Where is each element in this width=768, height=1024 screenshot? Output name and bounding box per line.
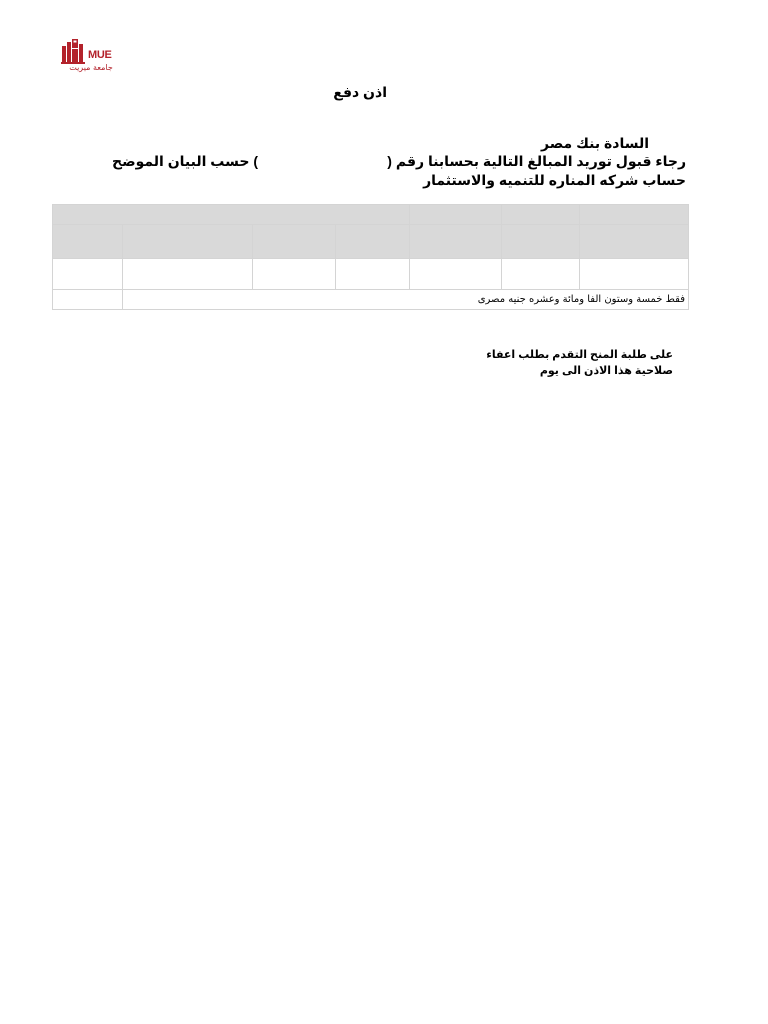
account-line: حساب شركه المناره للتنميه والاستثمار: [423, 172, 686, 188]
logo-text: MUE: [88, 49, 112, 61]
table-header-cell: [53, 225, 123, 259]
table-header-cell: [502, 225, 580, 259]
request-line-end: ) حسب البيان الموضح: [111, 153, 258, 169]
table-header-cell: [53, 205, 410, 225]
table-cell: [53, 290, 123, 310]
university-logo: [60, 38, 118, 74]
table-header-cell: [580, 205, 689, 225]
table-cell: [336, 259, 410, 290]
request-line: رجاء قبول توريد المبالغ التالية بحسابنا رقم (: [387, 153, 686, 169]
table-header-row: [53, 205, 689, 225]
amount-row: [53, 290, 689, 310]
table-cell: [123, 259, 253, 290]
table-header-cell: [253, 225, 336, 259]
recipient-line: السادة بنك مصر: [541, 135, 649, 151]
note-exemption: على طلبة المنح التقدم بطلب اعفاء: [486, 349, 673, 361]
table-header-cell: [123, 225, 253, 259]
table-cell: [502, 259, 580, 290]
document-title: اذن دفع: [333, 84, 387, 100]
table-cell: [53, 259, 123, 290]
table-row: [53, 259, 689, 290]
table-cell: [253, 259, 336, 290]
table-header-cell: [580, 225, 689, 259]
logo-building-icon: [60, 38, 90, 66]
table-header-cell: [410, 205, 502, 225]
amount-in-words: فقط خمسة وستون الفا ومائة وعشره جنيه مصرى: [123, 290, 689, 310]
table-header-cell: [410, 225, 502, 259]
table-cell: [410, 259, 502, 290]
table-header-cell: [502, 205, 580, 225]
table-header-cell: [336, 225, 410, 259]
table-cell: [580, 259, 689, 290]
payment-table: [52, 204, 689, 310]
logo-subtitle: جامعة ميريت: [69, 63, 113, 72]
note-validity: صلاحية هذا الاذن الى يوم: [539, 365, 673, 377]
table-subheader-row: [53, 225, 689, 259]
